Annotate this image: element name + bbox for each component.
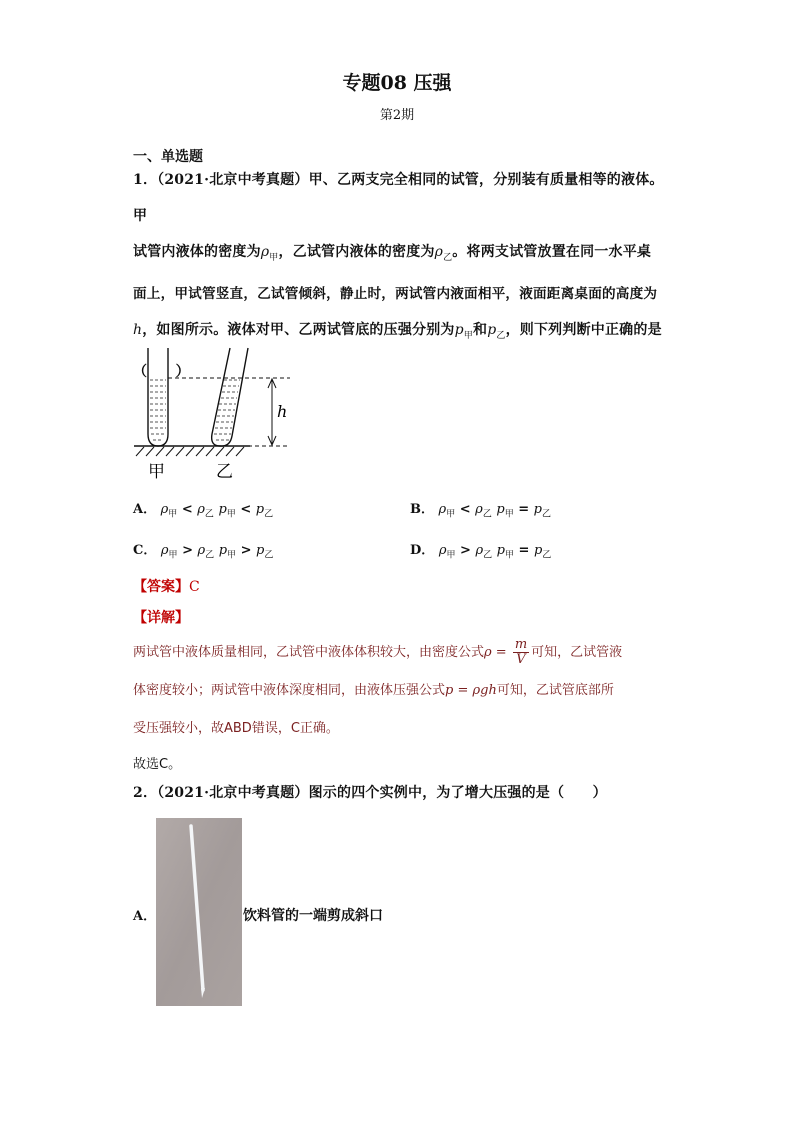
- question-2-stem: 2．（2021·北京中考真题）图示的四个实例中，为了增大压强的是（ ）: [133, 785, 607, 801]
- tube-jia: [148, 348, 168, 446]
- height-label: h: [277, 402, 288, 421]
- q1-line3: 面上，甲试管竖直，乙试管倾斜，静止时，两试管内液面相平，液面距离桌面的高度为: [133, 285, 658, 302]
- conclusion: 故选C。: [133, 757, 182, 772]
- explanation-line1: 两试管中液体质量相同，乙试管中液体体积较大，由密度公式ρ = $\frac{m}{V}$ 可知，乙试管液: [133, 637, 623, 667]
- tube-yi: [212, 348, 248, 446]
- answer-tag: 【答案】: [133, 579, 189, 595]
- option-b[interactable]: B． $\rho_甲 < \rho_乙$ $p_甲 = p_乙$: [410, 502, 551, 520]
- label-jia: 甲: [148, 462, 165, 482]
- explanation-line3: 受压强较小，故ABD错误，C正确。: [133, 721, 339, 736]
- test-tube-figure: [130, 342, 300, 482]
- straw-photo: [156, 818, 242, 1006]
- q1-line4: h，如图所示。液体对甲、乙两试管底的压强分别为$p_甲$和$p_乙$，则下列判断中正确的是: [133, 321, 662, 341]
- answer-value: C: [189, 579, 200, 595]
- option-c[interactable]: C． $\rho_甲 > \rho_乙$ $p_甲 > p_乙$: [133, 543, 274, 561]
- option-d[interactable]: D． $\rho_甲 > \rho_乙$ $p_甲 = p_乙$: [410, 543, 552, 561]
- table-surface: [134, 446, 250, 456]
- explanation: [133, 634, 673, 748]
- q1-line2: 试管内液体的密度为$\rho_甲$，乙试管内液体的密度为$\rho_乙$。将两支试管放置在同一水平桌: [133, 244, 652, 263]
- answer-line: [133, 576, 200, 596]
- issue-label: 第2期: [379, 108, 415, 123]
- q2-option-a-letter[interactable]: A．: [133, 909, 157, 924]
- q1-line1: 1．（2021·北京中考真题）甲、乙两支完全相同的试管，分别装有质量相等的液体。甲: [133, 172, 664, 224]
- option-a[interactable]: A． $\rho_甲 < \rho_乙$ $p_甲 < p_乙$: [133, 502, 274, 520]
- density-fraction: $\frac{m}{V}$: [514, 637, 528, 667]
- q2-option-a-text: 饮料管的一端剪成斜口: [243, 908, 383, 924]
- label-yi: 乙: [216, 462, 233, 482]
- q1-blank: （ ）: [133, 363, 190, 380]
- page-title: 专题08 压强: [342, 72, 452, 94]
- height-arrow: [268, 379, 276, 445]
- explanation-line2: 体密度较小；两试管中液体深度相同，由液体压强公式p = ρgh可知，乙试管底部所: [133, 683, 614, 698]
- detail-tag: 【详解】: [133, 610, 189, 626]
- straw-image: [156, 818, 242, 1006]
- section-heading: 一、单选题: [133, 149, 203, 165]
